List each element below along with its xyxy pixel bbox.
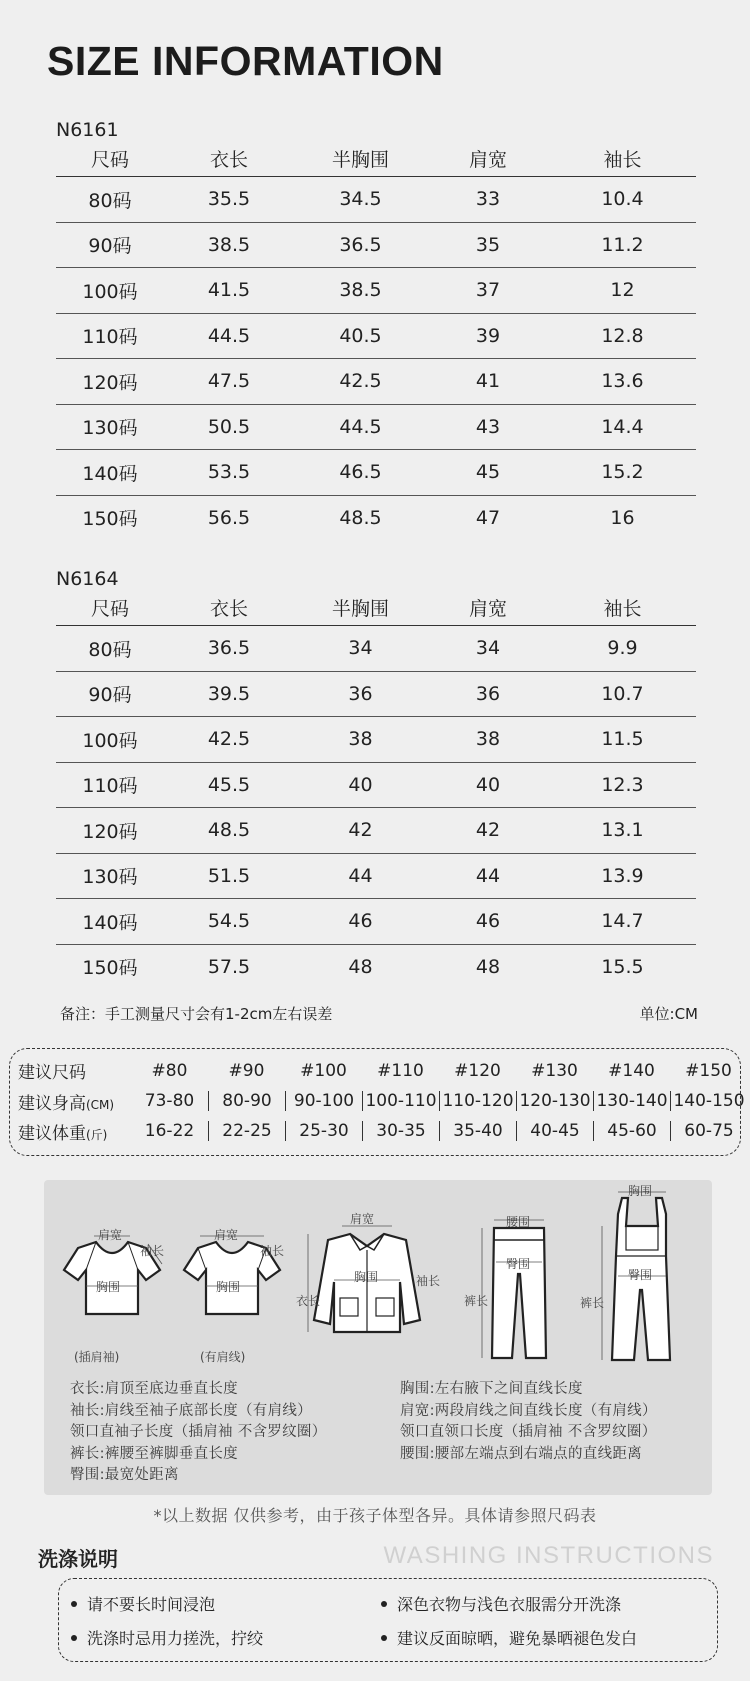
measurement-cell: 36.5 bbox=[164, 626, 294, 672]
pants-icon bbox=[474, 1214, 564, 1364]
measurement-cell: 10.4 bbox=[549, 177, 696, 223]
measurement-cell: 56.5 bbox=[207, 506, 251, 529]
measurement-diagram bbox=[44, 1180, 712, 1495]
size-cell: 110码 bbox=[56, 313, 164, 359]
table-row bbox=[56, 404, 696, 450]
size-cell: 90码 bbox=[56, 222, 164, 268]
table-row bbox=[56, 450, 696, 496]
measurement-cell: 38 bbox=[294, 717, 427, 763]
size-cell: 150码 bbox=[82, 508, 138, 531]
weight-cell: 60-75 bbox=[670, 1121, 747, 1141]
table-row bbox=[56, 359, 696, 405]
measurement-cell: 12 bbox=[549, 268, 696, 314]
table-row bbox=[56, 717, 696, 763]
sleeve-label: 袖长 bbox=[140, 1244, 165, 1258]
size-cell: #90 bbox=[228, 1060, 265, 1081]
measurement-cell: 40 bbox=[427, 762, 549, 808]
measurement-cell: 34.5 bbox=[294, 177, 427, 223]
column-header: 袖长 bbox=[549, 140, 696, 177]
measurement-cell: 12.3 bbox=[549, 762, 696, 808]
measurement-cell: 48.5 bbox=[339, 506, 382, 529]
table-row bbox=[56, 268, 696, 314]
hip-label: 臀围 bbox=[628, 1268, 653, 1282]
height-cell: 140-150 bbox=[670, 1091, 747, 1111]
height-cell: 90-100 bbox=[285, 1091, 362, 1111]
height-cell: 130-140 bbox=[593, 1091, 670, 1111]
size-cell: 120码 bbox=[56, 808, 164, 854]
measurement-cell: 14.7 bbox=[549, 899, 696, 945]
table-row bbox=[56, 853, 696, 899]
measurement-cell: 12.8 bbox=[549, 313, 696, 359]
measurement-cell: 47 bbox=[475, 506, 501, 529]
size-cell: 100码 bbox=[56, 717, 164, 763]
model-code: N6164 bbox=[56, 568, 119, 590]
size-cell: 130码 bbox=[56, 404, 164, 450]
raglan-label: (插肩袖) bbox=[74, 1350, 120, 1364]
size-cell: #80 bbox=[151, 1060, 188, 1081]
recommended-weight-row bbox=[18, 1116, 747, 1146]
measurement-cell: 41 bbox=[427, 359, 549, 405]
size-cell: #140 bbox=[608, 1060, 655, 1081]
measurement-cell: 48.5 bbox=[164, 808, 294, 854]
table-row bbox=[56, 177, 696, 223]
measurement-cell: 46 bbox=[294, 899, 427, 945]
weight-cell: 25-30 bbox=[285, 1121, 362, 1141]
table-row bbox=[56, 762, 696, 808]
measurement-cell: 45.5 bbox=[164, 762, 294, 808]
table-row bbox=[56, 222, 696, 268]
chest-label: 胸围 bbox=[354, 1270, 379, 1284]
measurement-cell: 13.6 bbox=[549, 359, 696, 405]
measurement-cell: 14.4 bbox=[549, 404, 696, 450]
measurement-cell: 34 bbox=[427, 626, 549, 672]
measurement-cell: 44.5 bbox=[164, 313, 294, 359]
bullet-icon bbox=[71, 1601, 77, 1607]
measurement-cell: 15.2 bbox=[549, 450, 696, 496]
column-header: 袖长 bbox=[549, 589, 696, 626]
pants-length-label: 裤长 bbox=[580, 1296, 605, 1310]
size-cell: 130码 bbox=[56, 853, 164, 899]
measurement-cell: 15.5 bbox=[601, 955, 644, 978]
measurement-cell: 36 bbox=[427, 671, 549, 717]
set-in-label: (有肩线) bbox=[200, 1350, 246, 1364]
size-cell: 100码 bbox=[56, 268, 164, 314]
table-header-row bbox=[56, 140, 696, 177]
measurement-cell: 42.5 bbox=[164, 717, 294, 763]
measurement-cell: 36 bbox=[294, 671, 427, 717]
measurement-cell: 44 bbox=[427, 853, 549, 899]
measurement-cell: 41.5 bbox=[164, 268, 294, 314]
size-cell: 80码 bbox=[56, 177, 164, 223]
height-cell: 120-130 bbox=[516, 1091, 593, 1111]
measurement-cell: 11.2 bbox=[549, 222, 696, 268]
sleeve-label: 袖长 bbox=[416, 1274, 441, 1288]
measurement-cell: 42 bbox=[427, 808, 549, 854]
measurement-cell: 36.5 bbox=[294, 222, 427, 268]
measurement-cell: 45 bbox=[427, 450, 549, 496]
size-cell: #120 bbox=[454, 1060, 501, 1081]
size-table bbox=[56, 140, 696, 540]
descriptions-left: 衣长:肩顶至底边垂直长度 袖长:肩线至袖子底部长度（有肩线） 领口直袖子长度（插肩袖 不含罗纹圈） 裤长:裤腰至裤脚垂直长度 臀围:最宽处距离 bbox=[70, 1381, 327, 1483]
washing-item: 洗涤时忌用力搓洗，拧绞 bbox=[71, 1626, 263, 1649]
measurement-cell: 40 bbox=[294, 762, 427, 808]
size-cell: #110 bbox=[377, 1060, 424, 1081]
unit-label: 单位:CM bbox=[639, 1005, 698, 1023]
weight-cell: 22-25 bbox=[208, 1121, 285, 1141]
table-row bbox=[56, 671, 696, 717]
measurement-cell: 54.5 bbox=[164, 899, 294, 945]
height-cell: 80-90 bbox=[208, 1091, 285, 1111]
hip-label: 臀围 bbox=[506, 1257, 531, 1271]
size-cell: 110码 bbox=[56, 762, 164, 808]
weight-cell: 35-40 bbox=[439, 1121, 516, 1141]
size-cell: 90码 bbox=[56, 671, 164, 717]
weight-cell: 16-22 bbox=[144, 1121, 195, 1141]
measurement-cell: 42 bbox=[294, 808, 427, 854]
measurement-cell: 51.5 bbox=[164, 853, 294, 899]
measurement-cell: 38 bbox=[427, 717, 549, 763]
measurement-cell: 34 bbox=[294, 626, 427, 672]
column-header: 肩宽 bbox=[427, 589, 549, 626]
bullet-icon bbox=[381, 1601, 387, 1607]
height-cell: 110-120 bbox=[439, 1091, 516, 1111]
column-header: 尺码 bbox=[56, 140, 164, 177]
shoulder-label: 肩宽 bbox=[214, 1228, 239, 1242]
column-header: 衣长 bbox=[164, 140, 294, 177]
shoulder-label: 肩宽 bbox=[350, 1212, 375, 1226]
table-row bbox=[56, 313, 696, 359]
measurement-cell: 13.1 bbox=[549, 808, 696, 854]
page-title: SIZE INFORMATION bbox=[47, 38, 444, 84]
table-row bbox=[56, 899, 696, 945]
measurement-cell: 44 bbox=[294, 853, 427, 899]
column-header: 肩宽 bbox=[427, 140, 549, 177]
recommendation-box bbox=[9, 1048, 745, 1156]
table-row bbox=[56, 626, 696, 672]
sleeve-label: 袖长 bbox=[260, 1244, 285, 1258]
washing-item: 深色衣物与浅色衣服需分开洗涤 bbox=[381, 1592, 621, 1615]
measurement-cell: 16 bbox=[610, 506, 635, 529]
column-header: 衣长 bbox=[164, 589, 294, 626]
shoulder-label: 肩宽 bbox=[98, 1228, 123, 1242]
measurement-cell: 13.9 bbox=[549, 853, 696, 899]
column-header: 半胸围 bbox=[294, 140, 427, 177]
column-header: 半胸围 bbox=[294, 589, 427, 626]
measurement-cell: 38.5 bbox=[164, 222, 294, 268]
table-header-row bbox=[56, 589, 696, 626]
length-label: 衣长 bbox=[296, 1294, 321, 1308]
measurement-cell: 48 bbox=[348, 955, 373, 978]
measurement-cell: 39 bbox=[427, 313, 549, 359]
model-code: N6161 bbox=[56, 119, 119, 141]
table-row bbox=[56, 944, 696, 989]
bullet-icon bbox=[381, 1635, 387, 1641]
measurement-cell: 53.5 bbox=[164, 450, 294, 496]
measurement-cell: 33 bbox=[427, 177, 549, 223]
measurement-cell: 57.5 bbox=[207, 955, 251, 978]
measurement-cell: 47.5 bbox=[164, 359, 294, 405]
bullet-icon bbox=[71, 1635, 77, 1641]
measurement-cell: 9.9 bbox=[549, 626, 696, 672]
height-cell: 73-80 bbox=[144, 1091, 195, 1111]
column-header: 尺码 bbox=[56, 589, 164, 626]
measurement-note: 备注：手工测量尺寸会有1-2cm左右误差 bbox=[60, 1005, 333, 1023]
size-cell: 120码 bbox=[56, 359, 164, 405]
measurement-cell: 46 bbox=[427, 899, 549, 945]
size-cell: 150码 bbox=[82, 957, 138, 980]
size-cell: 140码 bbox=[56, 899, 164, 945]
washing-item: 建议反面晾晒，避免暴晒褪色发白 bbox=[381, 1626, 637, 1649]
disclaimer: *以上数据 仅供参考，由于孩子体型各异。具体请参照尺码表 bbox=[153, 1506, 597, 1525]
measurement-cell: 42.5 bbox=[294, 359, 427, 405]
weight-cell: 40-45 bbox=[516, 1121, 593, 1141]
measurement-cell: 50.5 bbox=[164, 404, 294, 450]
measurement-cell: 46.5 bbox=[294, 450, 427, 496]
size-cell: 80码 bbox=[56, 626, 164, 672]
measurement-cell: 11.5 bbox=[549, 717, 696, 763]
measurement-cell: 48 bbox=[475, 955, 501, 978]
waist-label: 腰围 bbox=[506, 1215, 531, 1229]
washing-item: 请不要长时间浸泡 bbox=[71, 1592, 215, 1615]
table-row bbox=[56, 808, 696, 854]
measurement-cell: 10.7 bbox=[549, 671, 696, 717]
measurement-cell: 35.5 bbox=[164, 177, 294, 223]
measurement-cell: 38.5 bbox=[294, 268, 427, 314]
measurement-cell: 39.5 bbox=[164, 671, 294, 717]
measurement-cell: 44.5 bbox=[294, 404, 427, 450]
size-cell: #130 bbox=[531, 1060, 578, 1081]
measurement-cell: 40.5 bbox=[294, 313, 427, 359]
weight-cell: 30-35 bbox=[362, 1121, 439, 1141]
measurement-cell: 35 bbox=[427, 222, 549, 268]
size-cell: 140码 bbox=[56, 450, 164, 496]
washing-box bbox=[58, 1578, 718, 1662]
recommended-size-row bbox=[18, 1055, 747, 1086]
size-cell: #150 bbox=[685, 1060, 732, 1081]
chest-label: 胸围 bbox=[216, 1280, 241, 1294]
table-row bbox=[56, 495, 696, 540]
chest-label: 胸围 bbox=[96, 1280, 121, 1294]
descriptions-right: 胸围:左右腋下之间直线长度 肩宽:两段肩线之间直线长度（有肩线） 领口直领口长度（插肩袖 不含罗纹圈） 腰围:腰部左端点到右端点的直线距离 bbox=[400, 1381, 657, 1462]
washing-title: 洗涤说明 bbox=[38, 1547, 118, 1571]
size-table bbox=[56, 589, 696, 989]
recommended-height-row bbox=[18, 1086, 747, 1116]
recommended-height-label: 建议身高(CM) bbox=[18, 1093, 115, 1114]
size-cell: #100 bbox=[300, 1060, 347, 1081]
weight-cell: 45-60 bbox=[593, 1121, 670, 1141]
height-cell: 100-110 bbox=[362, 1091, 439, 1111]
recommended-weight-label: 建议体重(斤) bbox=[18, 1123, 108, 1144]
chest-label: 胸围 bbox=[628, 1184, 653, 1198]
measurement-cell: 43 bbox=[427, 404, 549, 450]
measurement-cell: 37 bbox=[427, 268, 549, 314]
washing-title-en: WASHING INSTRUCTIONS bbox=[383, 1542, 714, 1569]
pants-length-label: 裤长 bbox=[464, 1294, 489, 1308]
recommended-size-label: 建议尺码 bbox=[18, 1063, 86, 1083]
